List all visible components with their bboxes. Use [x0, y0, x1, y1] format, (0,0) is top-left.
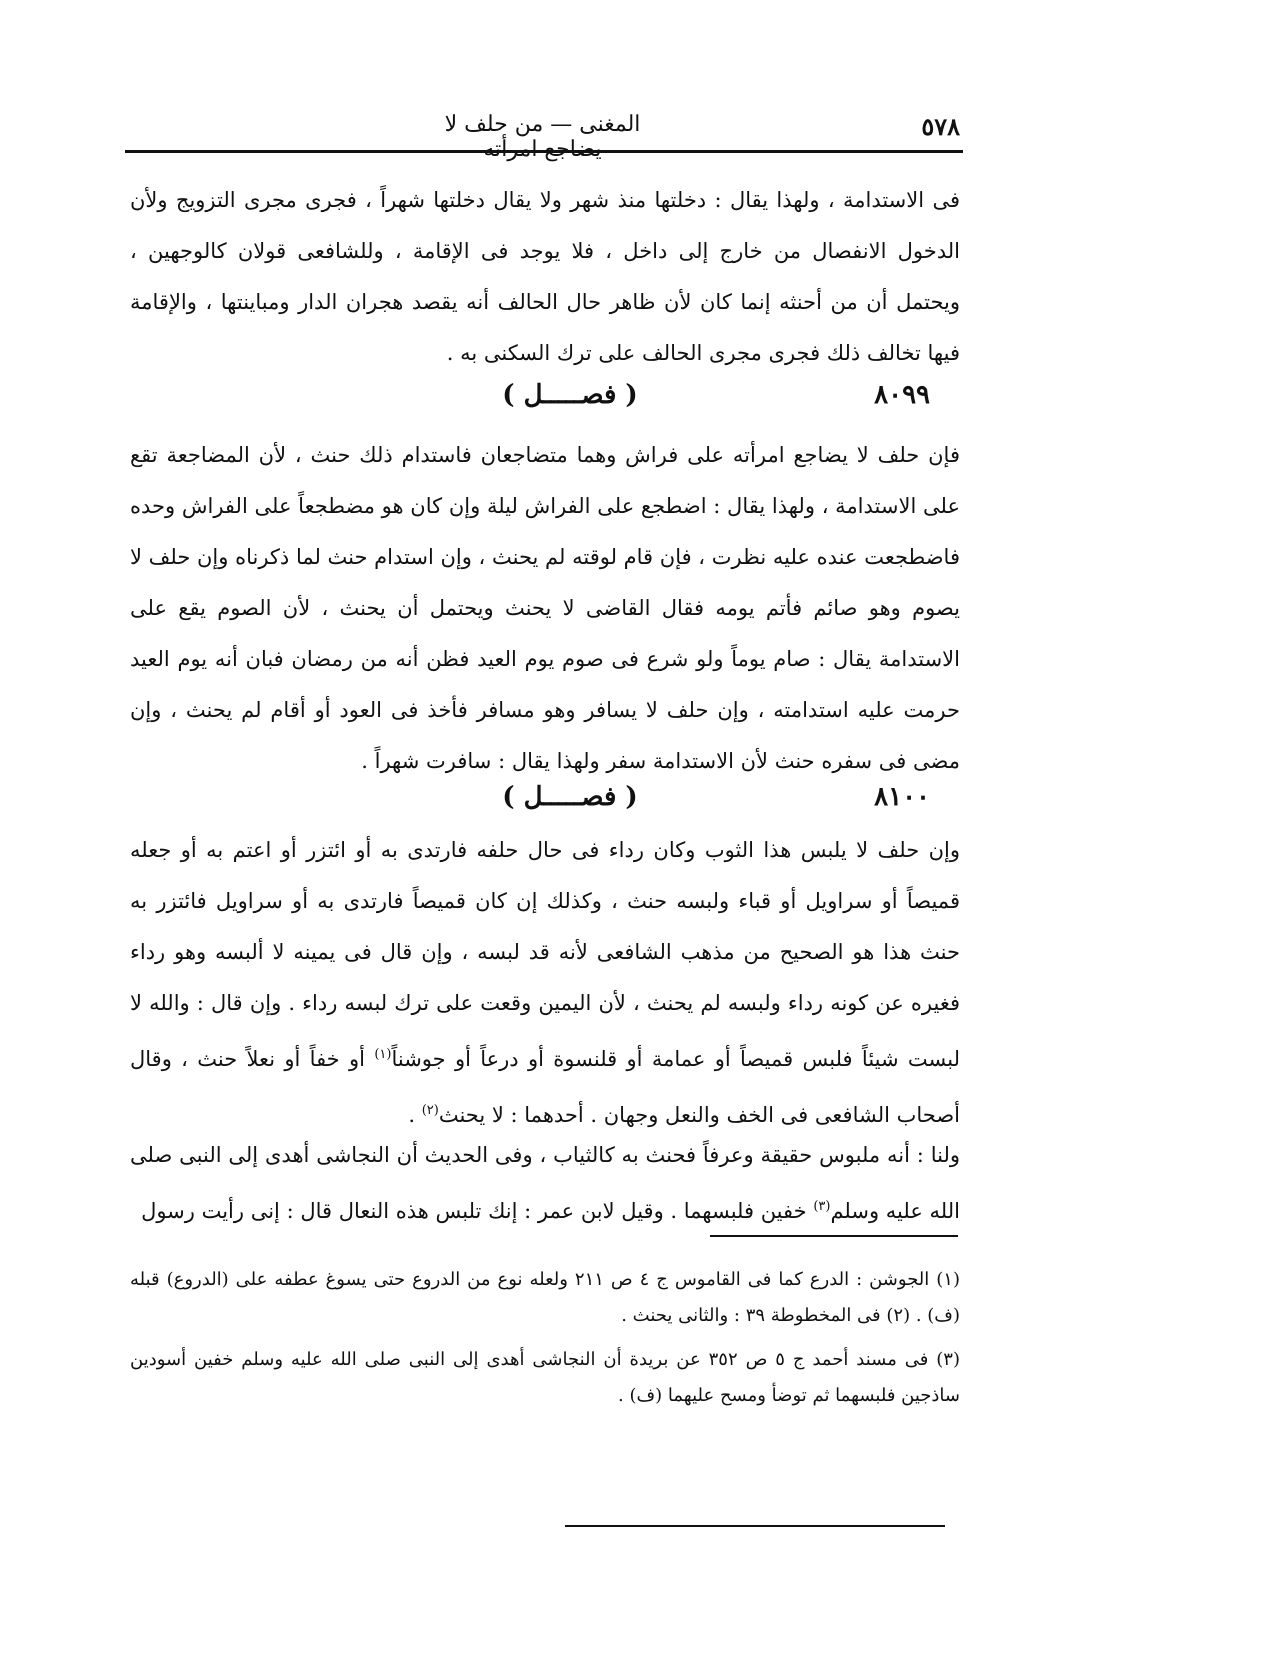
paragraph-evidence	[130, 1130, 960, 1237]
paragraph-text: وإن حلف لا يلبس هذا الثوب وكان رداء فى حال حلفه فارتدى به أو ائتزر أو اعتم به أو جعله قميصاً أو سراويل أو قباء ولبسه حنث ، وكذلك إن كان قميصاً فارتدى به أو سراويل فائتزر به حنث هذا هو الصحيح من مذهب الشافعى لأنه قد لبسه ، وإن قال فى يمينه لا ألبسه وهو رداء فغيره عن كونه رداء ولبسه لم يحنث ، لأن اليمين وقعت على ترك لبسه رداء . وإن قال : والله لا لبست شيئاً فلبس قميصاً أو عمامة أو قلنسوة أو درعاً أو جوشناً	[130, 838, 961, 1071]
running-title: المغنى — من حلف لا يضاجع امرأته	[444, 112, 641, 162]
section-number: ٨١٠٠	[874, 782, 930, 812]
footnotes	[130, 1262, 960, 1422]
paragraph-sleeping: فإن حلف لا يضاجع امرأته على فراش وهما متضاجعان فاستدام ذلك حنث ، لأن المضاجعة تقع على الاستدامة ، ولهذا يقال : اضطجع على الفراش ليلة وإن كان هو مضطجعاً على الفراش وحده فاضطجعت عنده عليه نظرت ، فإن قام لوقته لم يحنث ، وإن استدام حنث لما ذكرناه وإن حلف لا يصوم وهو صائم فأتم يومه فقال القاضى لا يحنث ويحتمل أن يحنث ، لأن الصوم يقع على الاستدامة يقال : صام يوماً ولو شرع فى صوم يوم العيد فظن أنه من رمضان فبان أنه يوم العيد حرمت عليه استدامته ، وإن حلف لا يسافر وهو مسافر فأخذ فى العود أو أقام لم يحنث ، وإن مضى فى سفره حنث لأن الاستدامة سفر ولهذا يقال : سافرت شهراً .	[130, 443, 960, 773]
footnote-item: (١) الجوشن : الدرع كما فى القاموس ج ٤ ص ٢١١ ولعله نوع من الدروع حتى يسوغ عطفه على (الدروع) قبله (ف) . (٢) فى المخطوطة ٣٩ : والثانى يحنث .	[130, 1269, 960, 1326]
footnote-ref: (١)	[374, 1047, 392, 1062]
section-heading-8099	[130, 380, 960, 420]
page-number: ٥٧٨	[921, 112, 960, 141]
bottom-rule	[565, 1525, 945, 1527]
section-title: ( فصـــــل )	[502, 380, 638, 410]
footnote-ref: (٢)	[421, 1103, 439, 1118]
section-heading-8100	[130, 782, 960, 822]
paragraph-text: ولنا : أنه ملبوس حقيقة وعرفاً فحنث به كالثياب ، وفى الحديث أن النجاشى أهدى إلى النبى صلى الله عليه وسلم	[130, 1143, 960, 1223]
footnote-item: (٣) فى مسند أحمد ج ٥ ص ٣٥٢ عن بريدة أن النجاشى أهدى إلى النبى صلى الله عليه وسلم خفين أسودين ساذجين فلبسهما ثم توضأ ومسح عليهما (ف) .	[130, 1349, 960, 1406]
paragraph-text: أو خفاً أو نعلاً حنث ، وقال أصحاب الشافعى فى الخف والنعل وجهان . أحدهما : لا يحنث	[130, 1047, 960, 1127]
footnote-rule	[710, 1235, 958, 1237]
paragraph-text: .	[408, 1103, 422, 1127]
running-header	[125, 112, 960, 162]
paragraph-continuation: فى الاستدامة ، ولهذا يقال : دخلتها منذ شهر ولا يقال دخلتها شهراً ، فجرى مجرى التزويج ولأن الدخول الانفصال من خارج إلى داخل ، فلا يوجد فى الإقامة ، وللشافعى قولان كالوجهين ، ويحتمل أن من أحنثه إنما كان لأن ظاهر حال الحالف أنه يقصد هجران الدار ومباينتها ، والإقامة فيها تخالف ذلك فجرى مجرى الحالف على ترك السكنى به .	[130, 188, 960, 365]
section-number: ٨٠٩٩	[874, 380, 930, 410]
header-rule	[125, 150, 963, 153]
paragraph-clothing	[130, 825, 960, 1141]
footnote-ref: (٣)	[813, 1199, 831, 1214]
section-title: ( فصـــــل )	[502, 782, 638, 812]
paragraph-text: خفين فلبسهما . وقيل لابن عمر : إنك تلبس هذه النعال قال : إنى رأيت رسول	[141, 1199, 814, 1223]
